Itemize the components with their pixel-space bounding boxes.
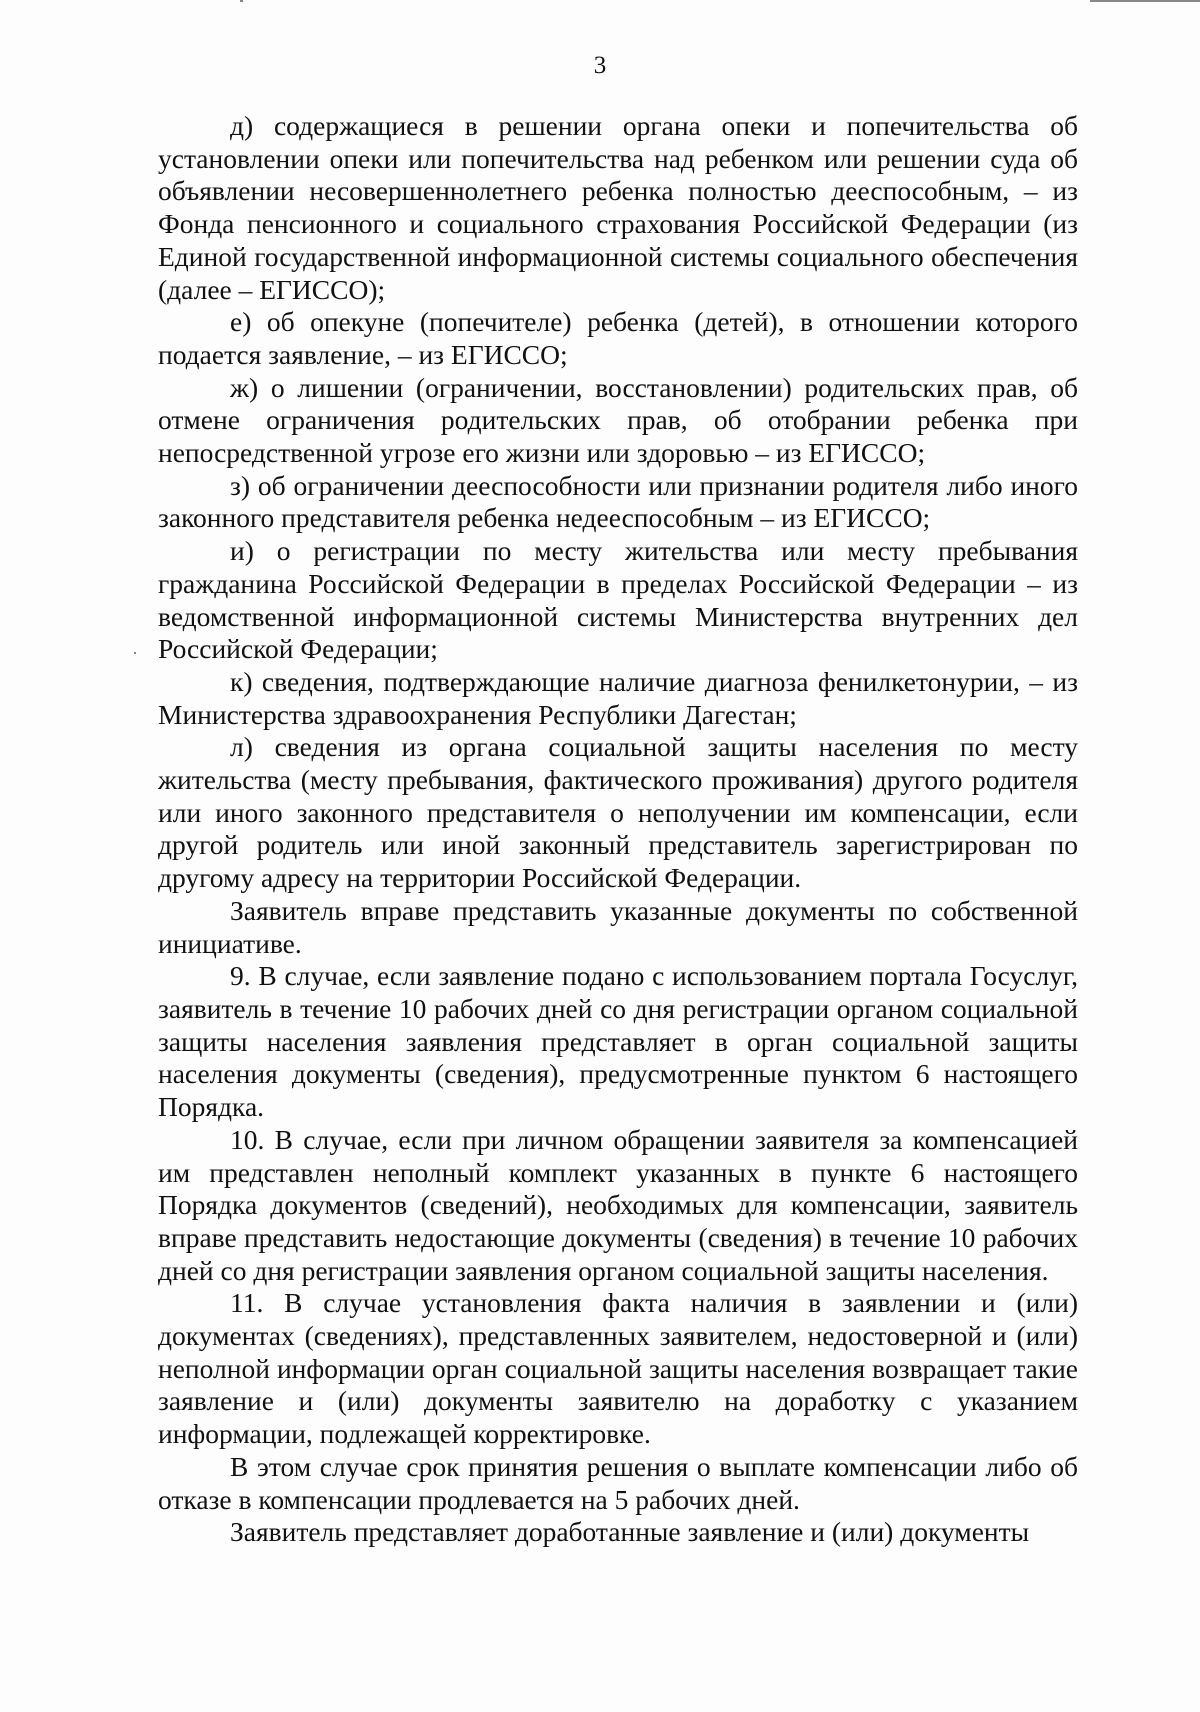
paragraph-deadline-extension: В этом случае срок принятия решения о выплате компенсации либо об отказе в компенсации продлевается на 5 рабочих дней. [158,1450,1078,1515]
paragraph-applicant-right: Заявитель вправе представить указанные документы по собственной инициативе. [158,894,1078,959]
paragraph-e: е) об опекуне (попечителе) ребенка (детей), в отношении которого подается заявление, – из ЕГИССО; [158,306,1078,370]
paragraph-item-9: 9. В случае, если заявление подано с использованием портала Госуслуг, заявитель в течение 10 рабочих дней со дня регистрации органом социальной защиты населения заявления представляет в орган социальной защиты населения документы (сведения), предусмотренные пунктом 6 настоящего Порядка. [158,960,1078,1123]
paragraph-i: и) о регистрации по месту жительства или месту пребывания гражданина Российской Федерации в пределах Российской Федерации – из ведомственной информационной системы Министерства внутренних дел Российской Федерации; [158,535,1078,665]
scan-speck [134,652,136,654]
paragraph-l: л) сведения из органа социальной защиты населения по месту жительства (месту пребывания, фактического проживания) другого родителя или иного законного представителя о неполучении им компенсации, если другой родитель или иной законный представитель зарегистрирован по другому адресу на территории Российской Федерации. [158,731,1078,894]
paragraph-d: д) содержащиеся в решении органа опеки и попечительства об установлении опеки или попечительства над ребенком или решении суда об объявлении несовершеннолетнего ребенка полностью дееспособным, – из Фонда пенсионного и социального страхования Российской Федерации (из Единой государственной информационной системы социального обеспечения (далее – ЕГИССО); [158,110,1078,305]
paragraph-z: з) об ограничении дееспособности или признании родителя либо иного законного представителя ребенка недееспособным – из ЕГИССО; [158,469,1078,534]
document-body [158,110,1078,1549]
paragraph-zh: ж) о лишении (ограничении, восстановлении) родительских прав, об отмене ограничения родительских прав, об отобрании ребенка при непосредственной угрозе его жизни или здоровью – из ЕГИССО; [158,371,1078,469]
page-number: 3 [593,52,607,79]
paragraph-k: к) сведения, подтверждающие наличие диагноза фенилкетонурии, – из Министерства здравоохранения Республики Дагестан; [158,665,1078,730]
paragraph-item-10: 10. В случае, если при личном обращении заявителя за компенсацией им представлен неполный комплект указанных в пункте 6 настоящего Порядка документов (сведений), необходимых для компенсации, заявитель вправе представить недостающие документы (сведения) в течение 10 рабочих дней со дня регистрации заявления органом социальной защиты населения. [158,1123,1078,1286]
paragraph-applicant-resubmits: Заявитель представляет доработанные заявление и (или) документы [230,1516,1030,1548]
paragraph-item-11: 11. В случае установления факта наличия в заявлении и (или) документах (сведениях), представленных заявителем, недостоверной и (или) неполной информации орган социальной защиты населения возвращает такие заявление и (или) документы заявителю на доработку с указанием информации, подлежащей корректировке. [158,1287,1078,1450]
scan-edge-mark [1090,0,1200,2]
scan-speck [240,0,243,2]
